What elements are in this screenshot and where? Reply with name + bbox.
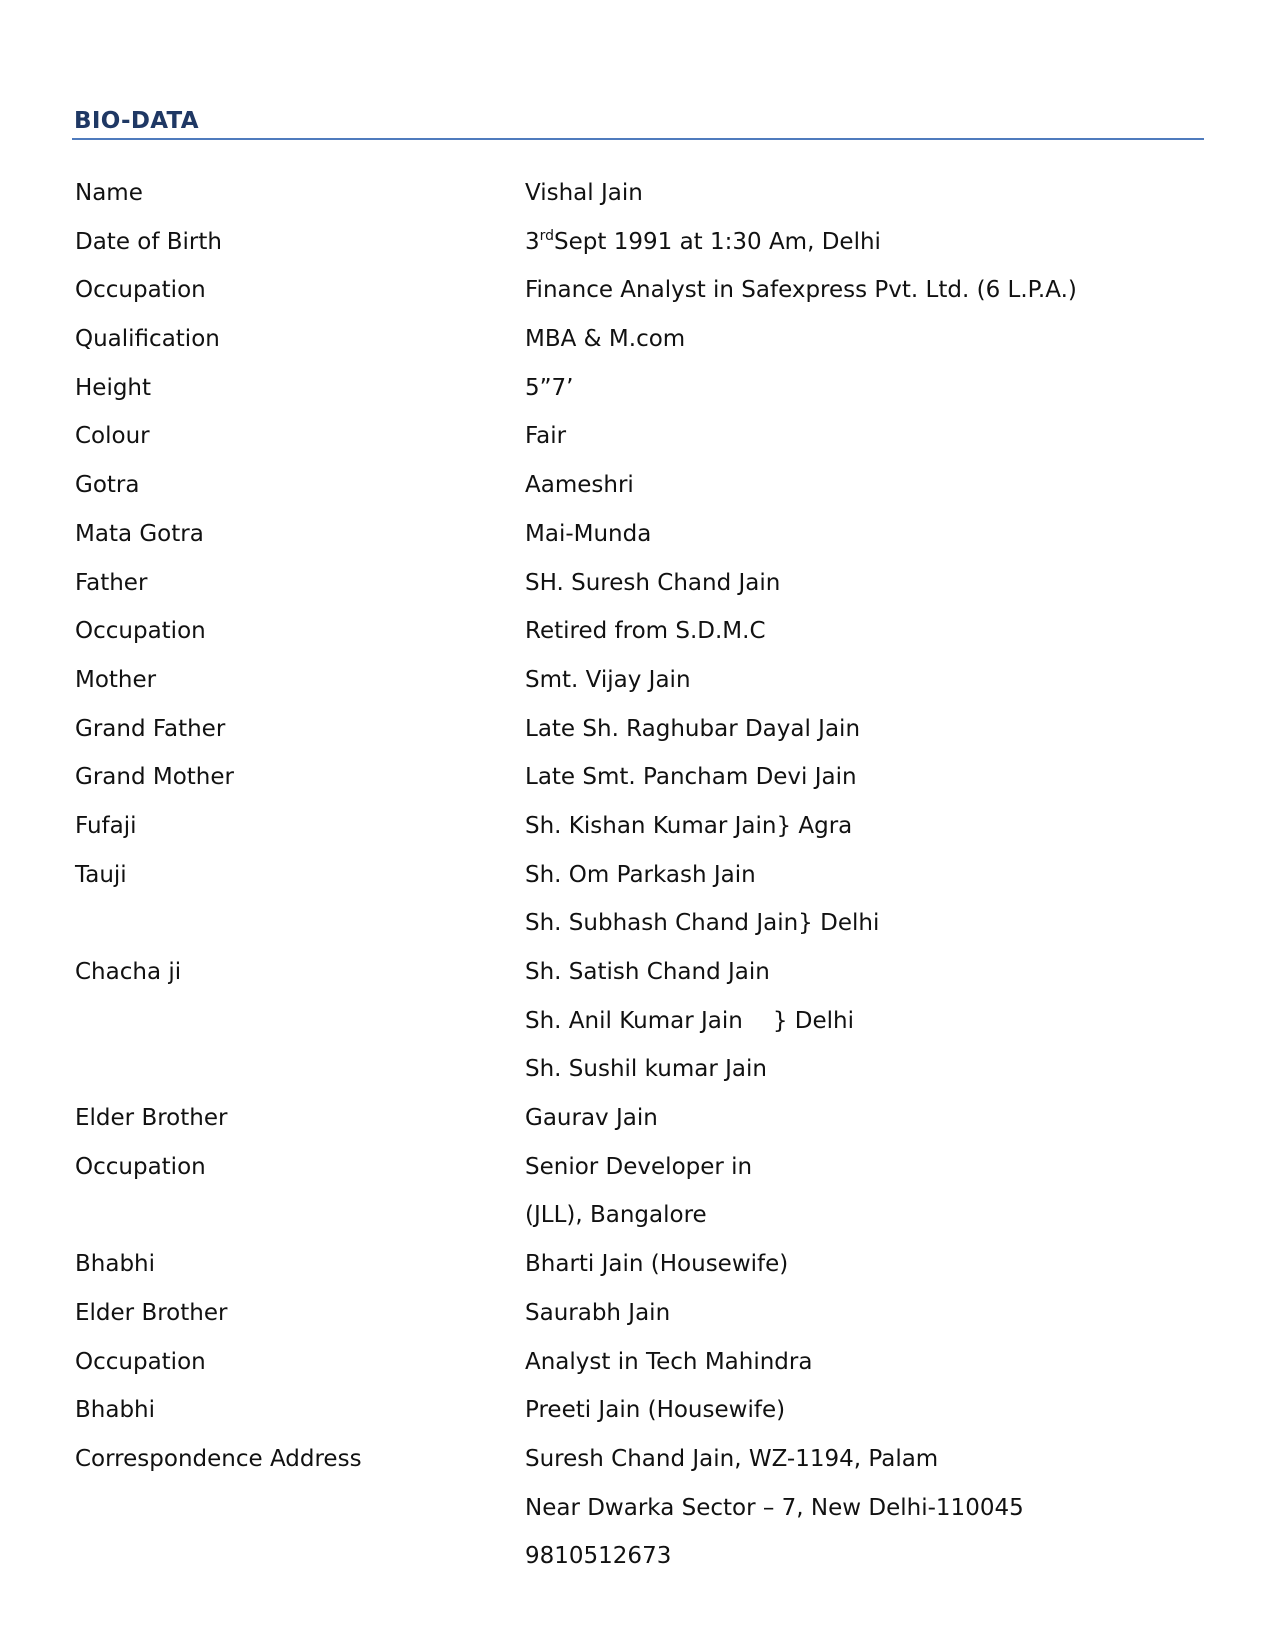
row-gotra [0, 466, 1275, 515]
field-value: Sh. Subhash Chand Jain} Delhi [525, 910, 880, 937]
field-label: Occupation [75, 618, 206, 645]
value-main: Sh. Anil Kumar Jain [525, 1007, 743, 1034]
field-label: Gotra [75, 472, 140, 499]
field-value: Vishal Jain [525, 180, 643, 206]
field-label: Name [75, 180, 143, 206]
field-value: Suresh Chand Jain, WZ-1194, Palam [525, 1445, 939, 1472]
field-value: Analyst in Tech Mahindra [525, 1348, 813, 1375]
field-value: Sh. Sushil kumar Jain [525, 1056, 767, 1083]
field-label: Elder Brother [75, 1299, 228, 1326]
field-value: 9810512673 [525, 1543, 672, 1570]
dob-ordinal-suffix: rd [539, 227, 555, 244]
field-value: 5”7’ [525, 374, 574, 401]
field-value: Senior Developer in [525, 1153, 753, 1180]
field-label: Occupation [75, 277, 206, 304]
field-label: Qualification [75, 326, 220, 353]
value-location: } Delhi [772, 1007, 854, 1034]
row-mata-gotra [0, 515, 1275, 564]
dob-rest: Sept 1991 at 1:30 Am, Delhi [554, 228, 881, 255]
row-elder-brother [0, 1099, 1275, 1148]
row-chacha-ji [0, 953, 1275, 1002]
dob-day: 3 [525, 228, 540, 255]
field-value [525, 223, 881, 261]
field-value: MBA & M.com [525, 326, 686, 353]
field-label: Height [75, 374, 152, 401]
row-bhabhi [0, 1391, 1275, 1440]
field-label: Occupation [75, 1348, 206, 1375]
field-label: Tauji [75, 861, 127, 888]
row-grand-father [0, 710, 1275, 759]
document-heading: BIO-DATA [74, 108, 199, 134]
row-chacha-ji-continued [0, 1050, 1275, 1099]
row-fufaji [0, 807, 1275, 856]
field-label: Bhabhi [75, 1397, 156, 1424]
field-value: Preeti Jain (Housewife) [525, 1397, 786, 1424]
row-date-of-birth [0, 223, 1275, 272]
field-label: Grand Father [75, 715, 226, 742]
row-elder-brother-occupation [0, 1343, 1275, 1392]
row-father [0, 564, 1275, 613]
row-mother [0, 661, 1275, 710]
field-value: (JLL), Bangalore [525, 1202, 707, 1229]
row-elder-brother [0, 1294, 1275, 1343]
row-address-continued [0, 1489, 1275, 1538]
field-label: Occupation [75, 1153, 206, 1180]
row-elder-brother-occupation [0, 1148, 1275, 1197]
field-label: Mother [75, 666, 157, 693]
field-value: Fair [525, 423, 567, 450]
row-correspondence-address [0, 1440, 1275, 1489]
row-phone-number [0, 1537, 1275, 1586]
field-label: Father [75, 569, 148, 596]
field-label: Chacha ji [75, 959, 182, 985]
field-label: Fufaji [75, 812, 137, 839]
field-value [525, 1002, 854, 1040]
row-tauji-continued [0, 904, 1275, 953]
row-height [0, 369, 1275, 418]
field-label: Mata Gotra [75, 520, 204, 547]
field-value: Smt. Vijay Jain [525, 666, 691, 693]
row-qualification [0, 320, 1275, 369]
field-value: Retired from S.D.M.C [525, 618, 766, 645]
field-value: Late Sh. Raghubar Dayal Jain [525, 715, 861, 742]
field-value: Finance Analyst in Safexpress Pvt. Ltd. (6 L.P.A.) [525, 277, 1077, 304]
field-label: Elder Brother [75, 1105, 228, 1132]
row-colour [0, 417, 1275, 466]
field-label: Correspondence Address [75, 1445, 362, 1472]
heading-divider [72, 138, 1204, 140]
field-value: Sh. Om Parkash Jain [525, 861, 756, 888]
field-value: Late Smt. Pancham Devi Jain [525, 764, 857, 791]
field-label: Date of Birth [75, 228, 222, 255]
field-value: SH. Suresh Chand Jain [525, 569, 781, 596]
field-label: Colour [75, 423, 150, 450]
field-label: Grand Mother [75, 764, 234, 791]
biodata-list [0, 174, 1275, 1586]
field-value: Mai-Munda [525, 520, 652, 547]
field-label: Bhabhi [75, 1251, 156, 1278]
field-value: Sh. Satish Chand Jain [525, 959, 770, 985]
row-father-occupation [0, 612, 1275, 661]
row-chacha-ji-continued [0, 1002, 1275, 1051]
field-value: Gaurav Jain [525, 1105, 658, 1132]
field-value: Bharti Jain (Housewife) [525, 1251, 789, 1278]
row-tauji [0, 856, 1275, 905]
row-occupation [0, 271, 1275, 320]
field-value: Near Dwarka Sector – 7, New Delhi-110045 [525, 1494, 1024, 1521]
row-grand-mother [0, 758, 1275, 807]
row-elder-brother-occupation-continued [0, 1196, 1275, 1245]
row-name [0, 174, 1275, 223]
field-value: Saurabh Jain [525, 1299, 671, 1326]
field-value: Sh. Kishan Kumar Jain} Agra [525, 812, 853, 839]
row-bhabhi [0, 1245, 1275, 1294]
field-value: Aameshri [525, 472, 634, 499]
